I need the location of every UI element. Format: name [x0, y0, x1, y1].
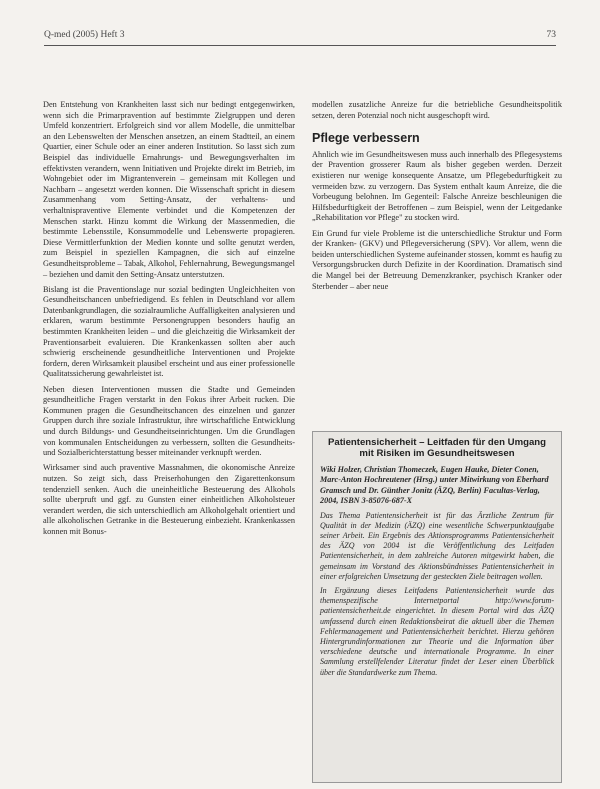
right-column — [312, 100, 562, 297]
page-number: 73 — [546, 30, 556, 40]
paragraph: Bislang ist die Praventionslage nur sozial bedingten Ungleichheiten von Gesundheitschancen unbefriedigend. Es fehlen in Deutschland vor allem Datenbankgrundlagen, die sozialraumliche Auffalligkeiten analysieren und erklaren, warum bestimmte Personengruppen besonders haufig an bestimmten Krankheiten leiden – und die gleichzeitig die Wirksamkeit der Praventionsarbeit evaluieren. Die Krankenkassen sollten aber auch schwierig erscheinende gesundheitliche Interventionen und Projekte fordern, deren Wirksamkeit plausibel erscheint und aus einer professionelle Qualitatssicherung gewahrleistet ist. — [43, 284, 295, 379]
running-header — [44, 30, 556, 44]
paragraph: Ahnlich wie im Gesundheitswesen muss auch innerhalb des Pflegesystems der Pravention grosserer Raum als bisher gegeben werden. Derzeit existieren nur wenige konsequente Ansatze, um Pflegebedurftigkeit zu vermeiden bzw. zu verzogern. Das System enthalt kaum Anreize, die die Vorbeugung belohnen. Im Gegenteil: Falsche Anreize beschleunigen die Hilfsbedurftigkeit der Betroffenen – zum Beispiel, wenn der Leitgedanke „Rehabilitation vor Pflege" zu stocken wird. — [312, 149, 562, 223]
left-column — [43, 100, 295, 542]
paragraph: Neben diesen Interventionen mussen die Stadte und Gemeinden gesundheitliche Fragen verstarkt in den Fokus ihrer Arbeit rucken. Die Kommunen pragen die Gesundheitschancen des einzelnen und ganzer Gruppen durch ihre soziale Infrastruktur, ihre wirtschaftliche Entwicklung und durch Bildungs- und Gesundheitseinrichtungen. Um die Grundlagen von kommunalen Entscheidungen zu verbessern, sollten die Gesundheits- und Sozialberichterstattung besser miteinander verknupft werden. — [43, 384, 295, 458]
book-bibliography: Wiki Holzer, Christian Thomeczek, Eugen Hauke, Dieter Conen, Marc-Anton Hochreutener (Hrsg.) unter Mitwirkung von Eberhard Gramsch und Dr. Günther Jonitz (ÄZQ, Berlin) Facultas-Verlag, 2004, ISBN 3-85076-687-X — [320, 465, 549, 506]
paragraph: Den Entstehung von Krankheiten lasst sich nur bedingt entgegenwirken, wenn sich die Primarpravention auf bestimmte Zielgruppen und deren Umfeld konzentriert. Erfolgreich sind vor allem Modelle, die unmittelbar an den Lebenswelten der Menschen ansetzen, an einem Stadtteil, an einem Quartier, einer Schule oder an einer anderen Institution. So lasst sich zum Beispiel das individuelle Ernahrungs- und Bewegungsverhalten im effektivsten verandern, wenn Initiativen und Projekte direkt im Betrieb, im Wohngebiet oder im Migrantenverein – gemeinsam mit Kollegen und Nachbarn – angesetzt werden konnen. Die Wissenschaft spricht in diesem Zusammenhang vom Setting-Ansatz, der verhaltens- und verhaltnispraventive Elemente verbindet und die Kompetenzen der Menschen starkt. Hinzu kommt die Wirkung der Massenmedien, die bestimmte Lebensstile, Konsummodelle und Lebenswerte propagieren. Diese Vermittlerfunktion der Medien konnte und sollte genutzt werden, zum Beispiel in speziellen Kampagnen, die sich auf einzelne Gesundheitsprobleme – Tabak, Alkohol, Fehlernahrung, Bewegungsmangel – beziehen und damit den Setting-Ansatz unterstutzen. — [43, 100, 295, 279]
paragraph: Wirksamer sind auch praventive Massnahmen, die okonomische Anreize nutzen. So zeigt sich, dass Preiserhohungen den Zigarettenkonsum tendenziell senken. Auch die uneinheitliche Besteuerung des Alkohols sollte uberpruft und ggf. zu Gunsten einer einheitlichen Alkoholsteuer verandert werden, die sich unterschiedlich am Alkoholgehalt orientiert und alle alkoholischen Getranke in die Besteuerung einbezieht. Krankenkassen konnen mit Bonus- — [43, 463, 295, 536]
section-heading: Pflege verbessern — [312, 131, 420, 146]
box-title: Patientensicherheit – Leitfaden für den Umgang mit Risiken im Gesundheitswesen — [327, 437, 547, 459]
header-rule — [44, 45, 556, 46]
box-paragraph: Das Thema Patientensicherheit ist für das Ärztliche Zentrum für Qualität in der Medizin (ÄZQ) eine wesentliche Schwerpunktaufgabe seiner Arbeit. Ein Ergebnis des Aktionsprogramms Patientensicherheit des ÄZQ von 2004 ist die Veröffentlichung des Leitfaden Patientensicherheit, in dem zahlreiche Autoren mitgewirkt haben, die gemeinsam im Vorstand des Aktionsbündnisses Patientensicherheit in einer erfolgreichen Umsetzung der gesteckten Ziele beitragen wollen. — [320, 510, 554, 581]
paragraph: Ein Grund fur viele Probleme ist die unterschiedliche Struktur und Form der Kranken- (GKV) und Pflegeversicherung (SPV). Vor allem, wenn die beiden unterschiedlichen Systeme aufeinander stossen, kommt es haufig zu Versorgungsbrucken durch Defizite in der Koordination. Dramatisch sind die Mangel bei der Betreuung Demenzkranker, psychisch Kranker oder Sterbender – aber neue — [312, 228, 562, 291]
box-paragraph: In Ergänzung dieses Leitfadens Patientensicherheit wurde das themenspezifische Internetportal http://www.forum-patientensicherheit.de eingerichtet. In diesem Portal wird das ÄZQ umfassend durch einen Redaktionsbeirat die aktuell über die Themen Fehlermanagement und Patientensicherheit berichtet. Hierzu gehören Hintergrundinformationen zur Theorie und die Information über verschiedene deutsche und internationale Programme. In einer Sammlung erstellfelender Literatur findet der Leser einen Überblick über die Standardwerke zum Thema. — [320, 586, 554, 677]
paragraph: modellen zusatzliche Anreize fur die betriebliche Gesundheitspolitik setzen, deren Potenzial noch nicht ausgeschopft wird. — [312, 100, 562, 120]
sidebar-box-book-review — [312, 431, 562, 783]
journal-name: Q-med (2005) Heft 3 — [44, 30, 125, 40]
